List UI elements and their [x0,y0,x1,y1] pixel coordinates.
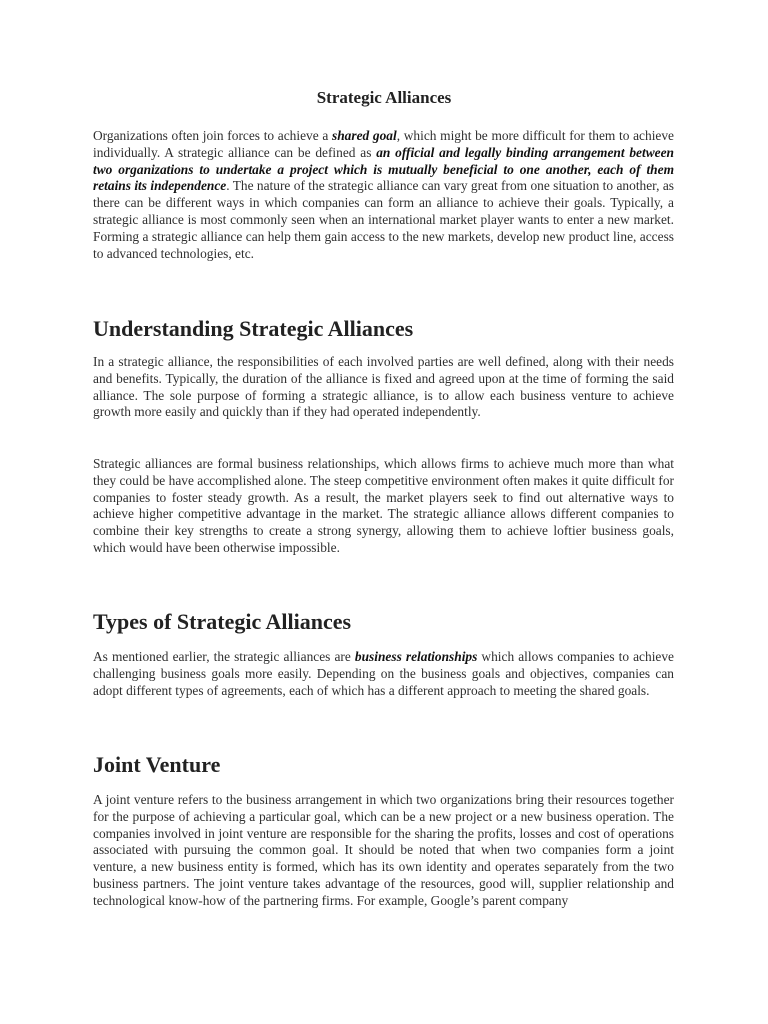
document-title: Strategic Alliances [316,88,452,107]
heading-joint-venture: Joint Venture [93,752,221,777]
intro-emphasis-definition: an official and legally binding arrangement between two organizations to undertake a project which is mutually beneficial to one another, each of them retains its independence [93,144,674,194]
understanding-paragraph-1: In a strategic alliance, the responsibilities of each involved parties are well defined, along with their needs and benefits. Typically, the duration of the alliance is fixed and agreed upon at the time of forming the said alliance. The sole purpose of forming a strategic alliance, is to allow each business venture to achieve growth more easily and quickly than if they had operated independently. [93,354,674,420]
intro-text-2: , which might be more difficult for them to achieve individually. A strategic alliance can be defined as [93,128,674,160]
types-emphasis-business-relationships: business relationships [354,649,478,664]
heading-types-of-strategic-alliances: Types of Strategic Alliances [93,609,352,634]
intro-text-1: Organizations often join forces to achieve a [93,128,333,143]
joint-venture-paragraph: A joint venture refers to the business arrangement in which two organizations bring their resources together for the purpose of achieving a particular goal, which can be a new project or a new business operation. The companies involved in joint venture are responsible for the sharing the profits, losses and cost of operations associated with pursuing the common goal. It should be noted that when two companies form a joint venture, a new business entity is formed, which has its own identity and operates separately from the two business partners. The joint venture takes advantage of the resources, good will, supplier relationship and technological know-how of the partnering firms. For example, Google’s parent company [93,792,674,908]
intro-paragraph [93,128,674,262]
types-text-1: As mentioned earlier, the strategic alliances are [93,649,355,664]
intro-emphasis-shared-goal: shared goal [332,128,397,143]
intro-text-3: . The nature of the strategic alliance can vary great from one situation to another, as there can be different ways in which companies can form an alliance to achieve their goals. Typically, a strategic alliance is most commonly seen when an international market player wants to enter a new market. Forming a strategic alliance can help them gain access to the new markets, develop new product line, access to advanced technologies, etc. [93,178,674,261]
types-paragraph [93,649,674,699]
heading-understanding-strategic-alliances: Understanding Strategic Alliances [93,316,414,341]
types-text-2: which allows companies to achieve challenging business goals more easily. Depending on the business goals and objectives, companies can adopt different types of agreements, each of which has a different approach to meeting the shared goals. [93,649,674,698]
understanding-paragraph-2: Strategic alliances are formal business relationships, which allows firms to achieve much more than what they could be have accomplished alone. The steep competitive environment often makes it quite difficult for companies to foster steady growth. As a result, the market players seek to find out alternative ways to achieve higher competitive advantage in the market. The strategic alliance allows different companies to combine their key strengths to create a strong synergy, allowing them to achieve loftier business goals, which would have been otherwise impossible. [93,456,674,555]
